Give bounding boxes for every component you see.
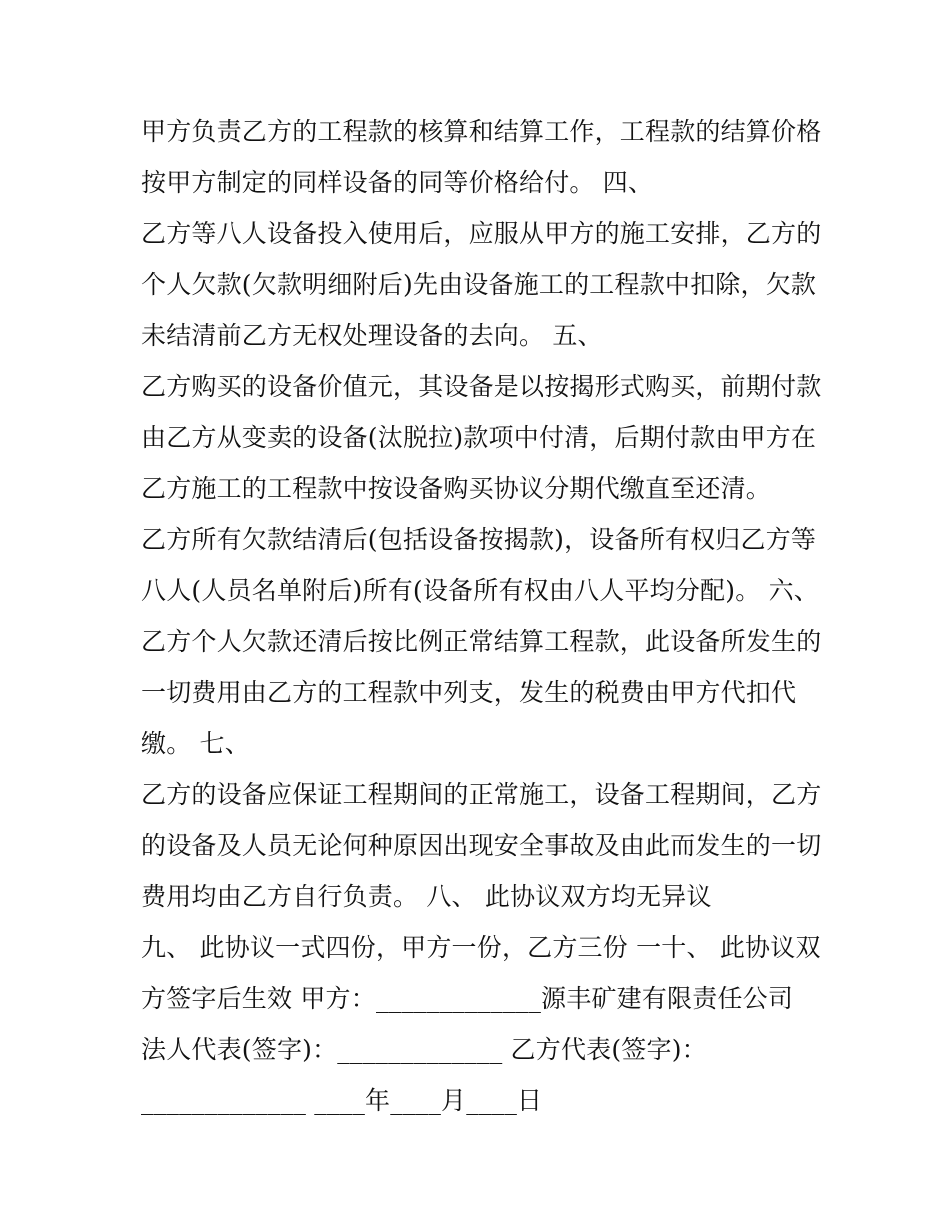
text-line-19: 法人代表(签字)：_____________ 乙方代表(签字)：: [141, 1035, 707, 1064]
text-line-12: 一切费用由乙方的工程款中列支，发生的税费由甲方代扣代: [141, 678, 797, 707]
text-line-8: 乙方施工的工程款中按设备购买协议分期代缴直至还清。: [141, 474, 772, 503]
text-line-1: 甲方负责乙方的工程款的核算和结算工作，工程款的结算价格: [141, 117, 822, 146]
text-line-17: 九、 此协议一式四份，甲方一份，乙方三份 一十、 此协议双: [141, 933, 821, 962]
text-line-14: 乙方的设备应保证工程期间的正常施工，设备工程期间，乙方: [141, 780, 822, 809]
text-line-11: 乙方个人欠款还清后按比例正常结算工程款，此设备所发生的: [141, 627, 822, 656]
text-line-16: 费用均由乙方自行负责。 八、 此协议双方均无异议: [141, 882, 712, 911]
text-line-4: 个人欠款(欠款明细附后)先由设备施工的工程款中扣除，欠款: [141, 270, 817, 299]
text-line-15: 的设备及人员无论何种原因出现安全事故及由此而发生的一切: [141, 831, 822, 860]
text-line-13: 缴。 七、: [141, 729, 250, 758]
text-line-6: 乙方购买的设备价值元，其设备是以按揭形式购买，前期付款: [141, 372, 822, 401]
contract-text-block: [141, 106, 841, 1126]
text-line-9: 乙方所有欠款结清后(包括设备按揭款)，设备所有权归乙方等: [141, 525, 817, 554]
text-line-10: 八人(人员名单附后)所有(设备所有权由八人平均分配)。 六、: [141, 576, 819, 605]
text-line-18: 方签字后生效 甲方：_____________源丰矿建有限责任公司: [141, 984, 794, 1013]
text-line-3: 乙方等八人设备投入使用后，应服从甲方的施工安排，乙方的: [141, 219, 822, 248]
text-line-5: 未结清前乙方无权处理设备的去向。 五、: [141, 321, 603, 350]
text-line-20: _____________ ____年____月____日: [141, 1086, 543, 1115]
text-line-2: 按甲方制定的同样设备的同等价格给付。 四、: [141, 168, 654, 197]
text-line-7: 由乙方从变卖的设备(汰脱拉)款项中付清，后期付款由甲方在: [141, 423, 817, 452]
